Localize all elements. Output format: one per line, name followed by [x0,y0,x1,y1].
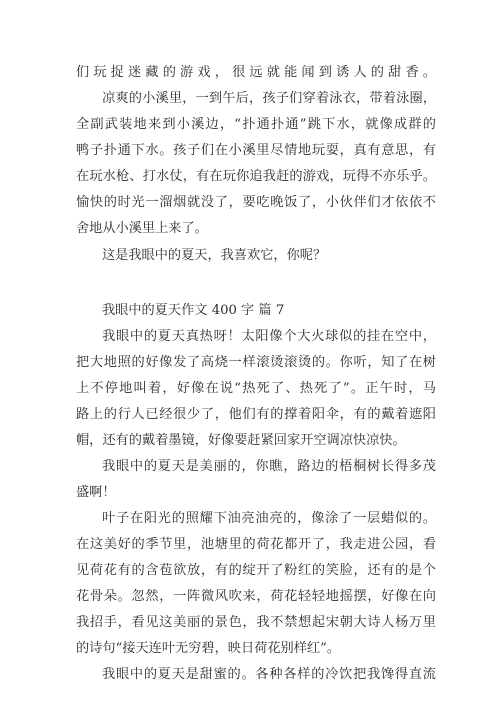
text-line: 上不停地叫着，好像在说“热死了、热死了”。正午时，马 [76,381,436,396]
text-line: 的诗句“接天连叶无穷碧，映日荷花别样红”。 [76,641,341,656]
text-line: 盛啊！ [76,485,116,500]
text-line: 在这美好的季节里，池塘里的荷花都开了，我走进公园，看 [76,537,436,552]
text-line: 我眼中的夏天是美丽的，你瞧，路边的梧桐树长得多茂 [102,459,436,474]
text-line: 帽，还有的戴着墨镜，好像要赶紧回家开空调凉快凉快。 [76,433,406,448]
text-line: 愉快的时光一溜烟就没了，要吃晚饭了，小伙伴们才依依不 [76,195,436,210]
text-line: 我招手，看见这美丽的景色，我不禁想起宋朝大诗人杨万里 [76,615,436,630]
text-line: 在玩水枪、打水仗，有在玩你追我赶的游戏，玩得不亦乐乎。 [76,169,436,184]
text-line: 舍地从小溪里上来了。 [76,221,208,236]
text-line: 叶子在阳光的照耀下油亮油亮的，像涂了一层蜡似的。 [102,511,436,526]
text-line: 见荷花有的含苞欲放，有的绽开了粉红的笑脸，还有的是个 [76,563,436,578]
text-line: 全副武装地来到小溪边，“扑通扑通”跳下水，就像成群的 [76,117,436,132]
text-line: 路上的行人已经很少了，他们有的撑着阳伞，有的戴着遮阳 [76,407,436,422]
text-line: 我眼中的夏天是甜蜜的。各种各样的冷饮把我馋得直流 [102,667,436,682]
section-heading: 我眼中的夏天作文 400 字 篇 7 [102,303,285,318]
text-line: 花骨朵。忽然，一阵微风吹来，荷花轻轻地摇摆，好像在向 [76,589,436,604]
text-line: 们玩捉迷藏的游戏，很远就能闻到诱人的甜香。 [76,65,436,80]
text-line: 这是我眼中的夏天，我喜欢它，你呢？ [102,248,327,263]
text-line: 鸭子扑通下水。孩子们在小溪里尽情地玩耍，真有意思，有 [76,143,436,158]
text-line: 凉爽的小溪里，一到午后，孩子们穿着泳衣，带着泳圈， [102,91,436,106]
text-line: 把大地照的好像发了高烧一样滚烫滚烫的。你听，知了在树 [76,355,436,370]
text-line: 我眼中的夏天真热呀！太阳像个大火球似的挂在空中， [102,329,436,344]
